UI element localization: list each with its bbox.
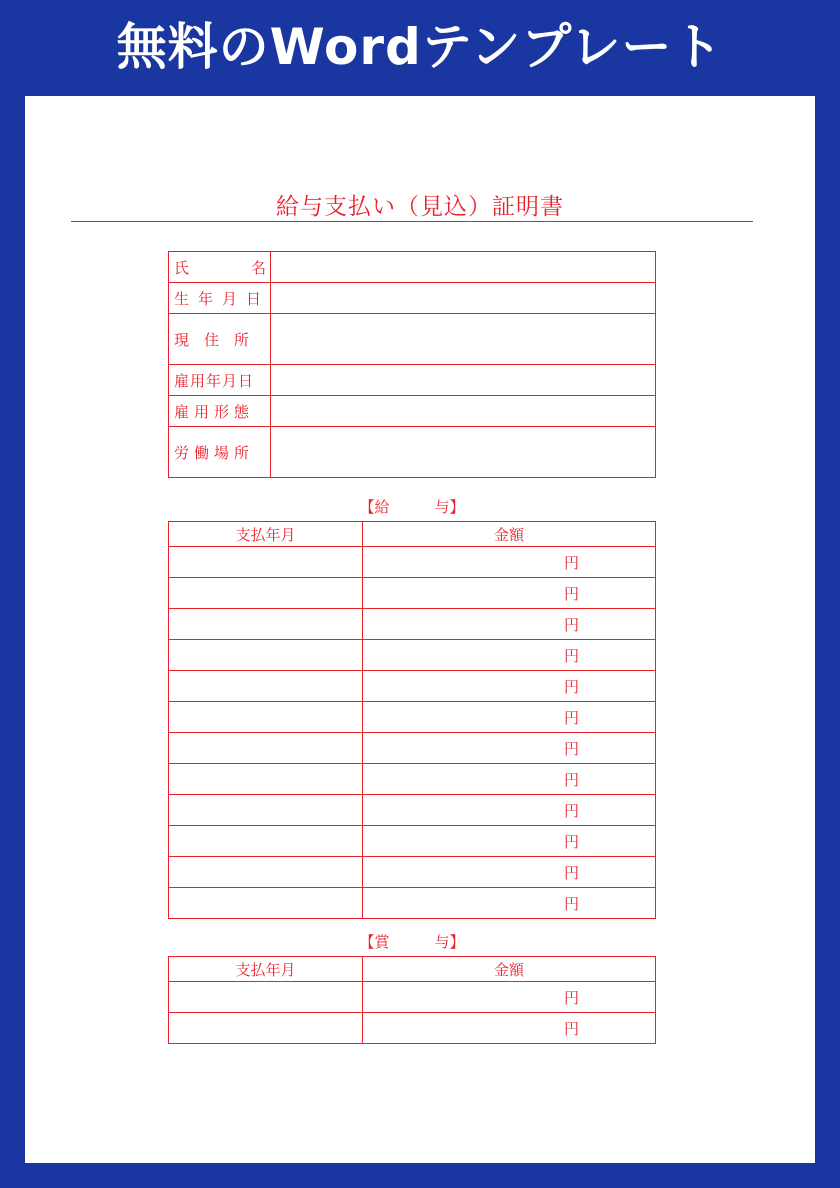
salary-amount-cell[interactable]: 円 bbox=[363, 764, 656, 795]
table-row bbox=[169, 1013, 656, 1044]
salary-month-cell[interactable] bbox=[169, 795, 363, 826]
label-address: 現住所 bbox=[169, 314, 271, 365]
field-employment-type[interactable] bbox=[271, 396, 656, 427]
salary-col-month: 支払年月 bbox=[169, 522, 363, 547]
salary-month-cell[interactable] bbox=[169, 671, 363, 702]
table-row bbox=[169, 609, 656, 640]
salary-amount-cell[interactable]: 円 bbox=[363, 578, 656, 609]
table-row bbox=[169, 671, 656, 702]
table-row bbox=[169, 702, 656, 733]
salary-month-cell[interactable] bbox=[169, 640, 363, 671]
document-page bbox=[25, 96, 815, 1163]
salary-amount-cell[interactable]: 円 bbox=[363, 888, 656, 919]
bonus-table bbox=[168, 956, 656, 1044]
personal-info-table bbox=[168, 251, 656, 478]
bonus-col-amount: 金額 bbox=[363, 957, 656, 982]
title-underline bbox=[71, 221, 753, 222]
bonus-month-cell[interactable] bbox=[169, 1013, 363, 1044]
label-hire-date: 雇用年月日 bbox=[169, 365, 271, 396]
table-row bbox=[169, 547, 656, 578]
bonus-heading: 【賞 与】 bbox=[359, 933, 465, 951]
salary-month-cell[interactable] bbox=[169, 702, 363, 733]
bonus-amount-cell[interactable]: 円 bbox=[363, 982, 656, 1013]
label-name-b: 名 bbox=[251, 258, 267, 277]
salary-amount-cell[interactable]: 円 bbox=[363, 857, 656, 888]
field-address[interactable] bbox=[271, 314, 656, 365]
field-workplace[interactable] bbox=[271, 427, 656, 478]
field-birth[interactable] bbox=[271, 283, 656, 314]
salary-amount-cell[interactable]: 円 bbox=[363, 826, 656, 857]
label-workplace: 労働場所 bbox=[169, 427, 271, 478]
salary-month-cell[interactable] bbox=[169, 888, 363, 919]
salary-month-cell[interactable] bbox=[169, 578, 363, 609]
salary-heading: 【給 与】 bbox=[359, 498, 465, 516]
label-birth: 生年月日 bbox=[169, 283, 271, 314]
salary-month-cell[interactable] bbox=[169, 764, 363, 795]
salary-amount-cell[interactable]: 円 bbox=[363, 609, 656, 640]
table-row bbox=[169, 888, 656, 919]
table-row bbox=[169, 764, 656, 795]
salary-amount-cell[interactable]: 円 bbox=[363, 547, 656, 578]
salary-amount-cell[interactable]: 円 bbox=[363, 640, 656, 671]
field-name[interactable] bbox=[271, 252, 656, 283]
label-employment-type: 雇用形態 bbox=[169, 396, 271, 427]
table-row bbox=[169, 733, 656, 764]
document-title: 給与支払い（見込）証明書 bbox=[276, 194, 564, 220]
salary-month-cell[interactable] bbox=[169, 547, 363, 578]
salary-month-cell[interactable] bbox=[169, 826, 363, 857]
salary-amount-cell[interactable]: 円 bbox=[363, 733, 656, 764]
salary-month-cell[interactable] bbox=[169, 609, 363, 640]
table-row bbox=[169, 640, 656, 671]
salary-table bbox=[168, 521, 656, 919]
salary-amount-cell[interactable]: 円 bbox=[363, 702, 656, 733]
salary-month-cell[interactable] bbox=[169, 733, 363, 764]
banner-title: 無料のWordテンプレート bbox=[116, 18, 724, 76]
table-row bbox=[169, 795, 656, 826]
bonus-table-clip bbox=[25, 956, 815, 1038]
table-row bbox=[169, 578, 656, 609]
bonus-col-month: 支払年月 bbox=[169, 957, 363, 982]
salary-col-amount: 金額 bbox=[363, 522, 656, 547]
table-row bbox=[169, 982, 656, 1013]
table-row bbox=[169, 857, 656, 888]
label-name bbox=[169, 252, 271, 283]
salary-month-cell[interactable] bbox=[169, 857, 363, 888]
field-hire-date[interactable] bbox=[271, 365, 656, 396]
bonus-month-cell[interactable] bbox=[169, 982, 363, 1013]
salary-amount-cell[interactable]: 円 bbox=[363, 671, 656, 702]
bonus-amount-cell[interactable]: 円 bbox=[363, 1013, 656, 1044]
label-name-a: 氏 bbox=[174, 258, 190, 277]
salary-amount-cell[interactable]: 円 bbox=[363, 795, 656, 826]
table-row bbox=[169, 826, 656, 857]
